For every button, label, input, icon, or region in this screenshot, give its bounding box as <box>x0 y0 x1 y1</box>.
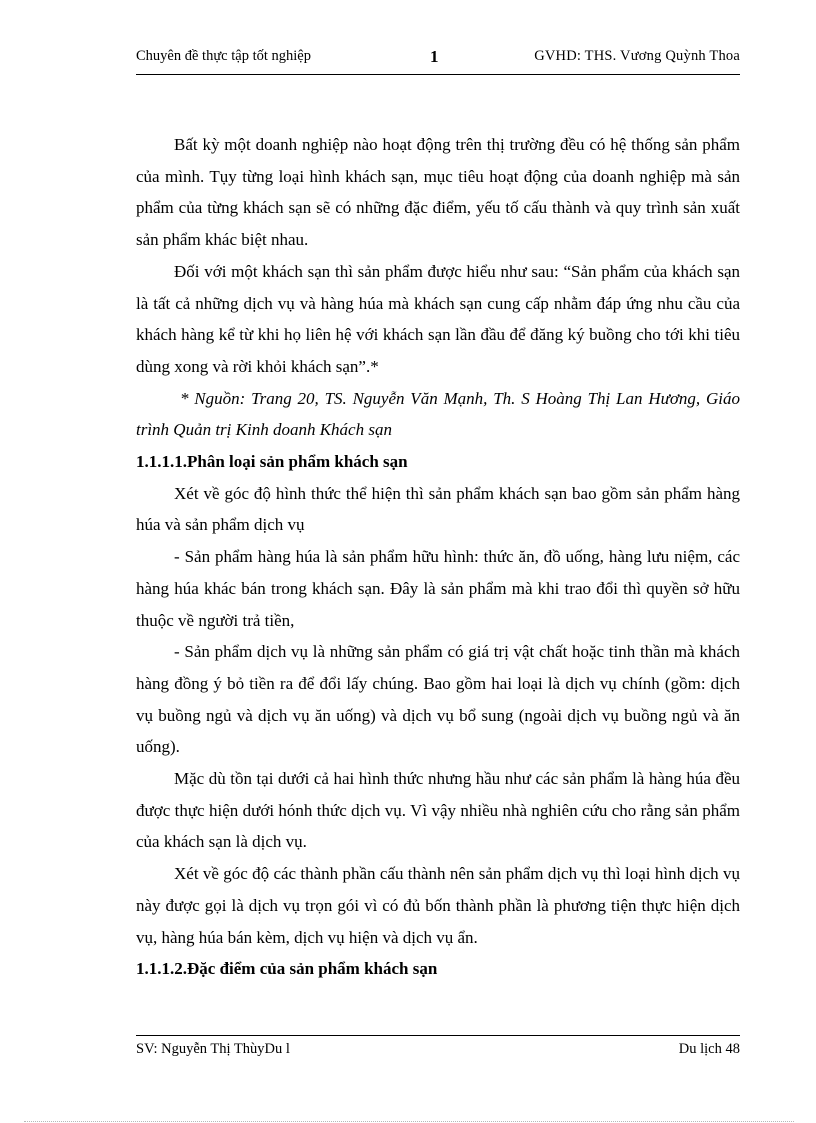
paragraph-3: Xét về góc độ hình thức thể hiện thì sản phẩm khách sạn bao gồm sản phẩm hàng húa và sản phẩm dịch vụ <box>136 483 740 535</box>
page-edge-divider <box>24 1121 794 1122</box>
paragraph-5: - Sản phẩm dịch vụ là những sản phẩm có giá trị vật chất hoặc tinh thần mà khách hàng đồng ý bỏ tiền ra để đổi lấy chúng. Bao gồm hai loại là dịch vụ chính (gồm: dịch vụ buồng ngủ và dịch vụ ăn uống) và dịch vụ bổ sung (ngoài dịch vụ buồng ngủ và ăn uống). <box>136 642 740 757</box>
footer-class: Du lịch 48 <box>678 1041 740 1057</box>
page-number: 1 <box>430 47 439 66</box>
section-heading-1: 1.1.1.1.Phân loại sản phẩm khách sạn <box>136 452 408 472</box>
page-header <box>136 48 740 75</box>
paragraph-6: Mặc dù tồn tại dưới cả hai hình thức nhưng hầu như các sản phẩm là hàng húa đều được thực hiện dưới hónh thức dịch vụ. Vì vậy nhiều nhà nghiên cứu cho rằng sản phẩm của khách sạn là dịch vụ. <box>136 769 740 852</box>
header-supervisor: GVHD: THS. Vương Quỳnh Thoa <box>534 48 740 64</box>
paragraph-2: Đối với một khách sạn thì sản phẩm được hiểu như sau: “Sản phẩm của khách sạn là tất cả những dịch vụ và hàng húa mà khách sạn cung cấp nhằm đáp ứng nhu cầu của khách hàng kể từ khi họ liên hệ với khách sạn lần đầu để đăng ký buồng cho tới khi tiêu dùng xong và rời khỏi khách sạn”.* <box>136 261 740 376</box>
document-body <box>136 129 740 985</box>
section-heading-2: 1.1.1.2.Đặc điểm của sản phẩm khách sạn <box>136 959 438 979</box>
page-footer <box>136 1035 740 1063</box>
paragraph-1: Bất kỳ một doanh nghiệp nào hoạt động trên thị trường đều có hệ thống sản phẩm của mình. Tụy từng loại hình khách sạn, mục tiêu hoạt động của doanh nghiệp mà sản phẩm của từng khách sạn sẽ có những đặc điểm, yếu tố cấu thành và quy trình sản xuất sản phẩm khác biệt nhau. <box>136 135 740 250</box>
paragraph-7: Xét về góc độ các thành phần cấu thành nên sản phẩm dịch vụ thì loại hình dịch vụ này được gọi là dịch vụ trọn gói vì có đủ bốn thành phần là phương tiện thực hiện dịch vụ, hàng húa bán kèm, dịch vụ hiện và dịch vụ ẩn. <box>136 864 740 947</box>
paragraph-4: - Sản phẩm hàng húa là sản phẩm hữu hình: thức ăn, đồ uống, hàng lưu niệm, các hàng húa khác bán trong khách sạn. Đây là sản phẩm mà khi trao đổi thì quyền sở hữu thuộc về người trả tiền, <box>136 547 740 630</box>
footer-student: SV: Nguyễn Thị ThùyDu l <box>136 1041 290 1057</box>
header-title: Chuyên đề thực tập tốt nghiệp <box>136 48 311 64</box>
source-citation: * Nguồn: Trang 20, TS. Nguyễn Văn Mạnh, Th. S Hoàng Thị Lan Hương, Giáo trình Quản trị Kinh doanh Khách sạn <box>136 388 740 440</box>
